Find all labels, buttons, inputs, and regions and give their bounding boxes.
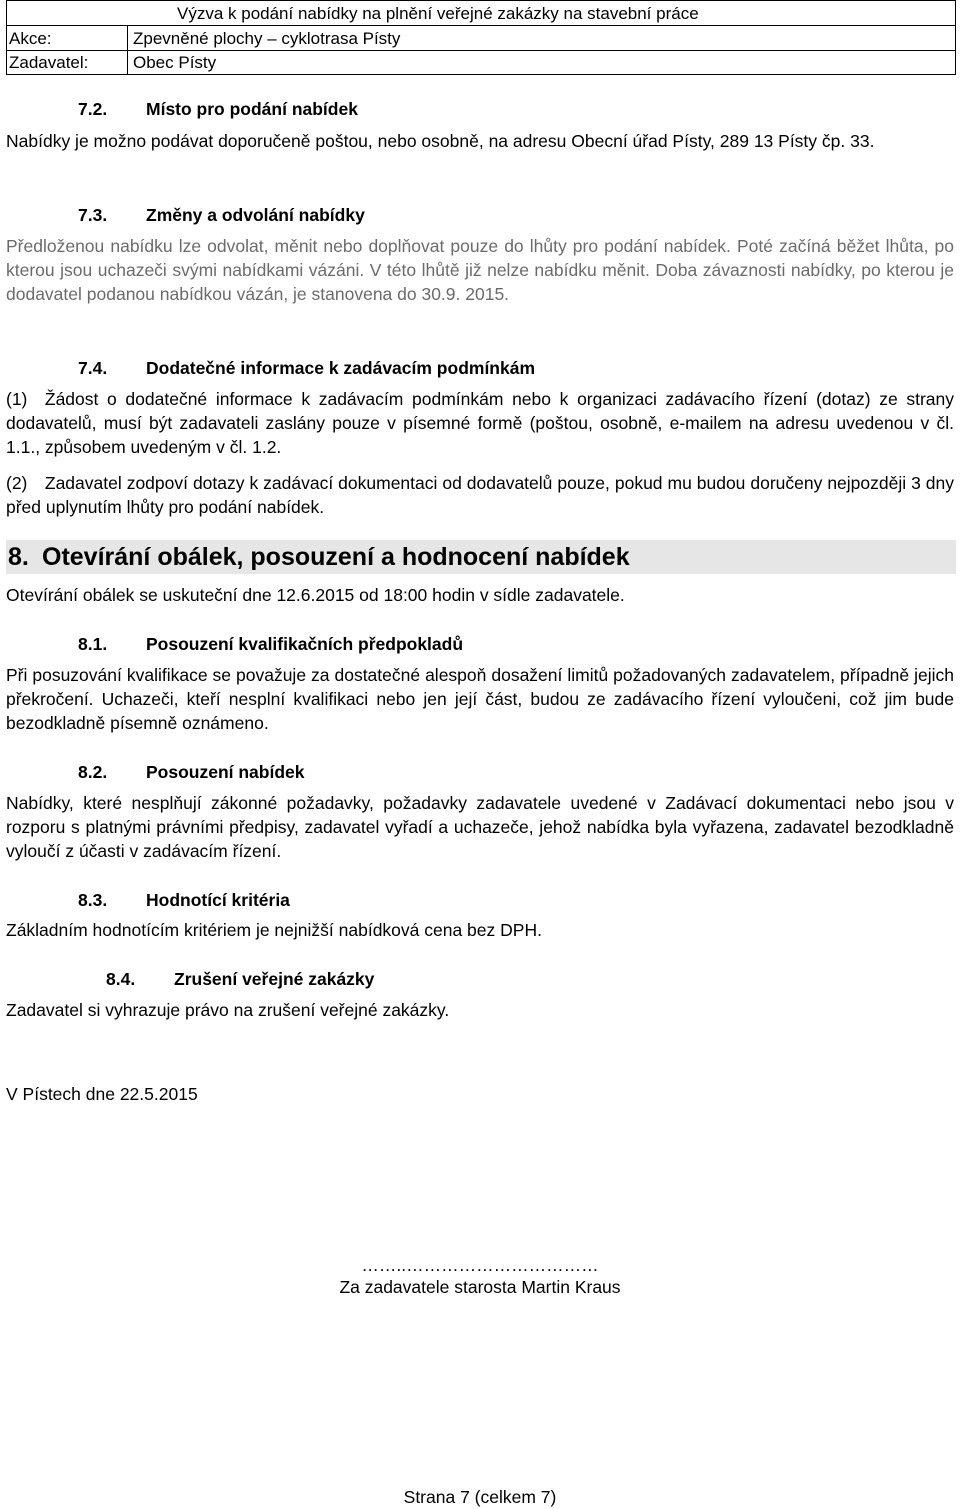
page-number: Strana 7 (celkem 7) xyxy=(403,1487,557,1507)
zadavatel-label: Zadavatel: xyxy=(9,53,89,72)
section-7-4-paragraph-2: (2) Zadavatel zodpoví dotazy k zadávací dokumentaci od dodavatelů pouze, pokud mu budou doručeny nejpozději 3 dny před uplynutím lhůty pro podání nabídek. xyxy=(6,473,954,517)
signature-dots: ……..…………………………… xyxy=(361,1255,599,1275)
zadavatel-value: Obec Písty xyxy=(133,53,217,72)
section-8-body: Otevírání obálek se uskuteční dne 12.6.2015 od 18:00 hodin v sídle zadavatele. xyxy=(6,585,625,605)
header-table xyxy=(6,0,956,75)
section-8-4-body: Zadavatel si vyhrazuje právo na zrušení veřejné zakázky. xyxy=(6,1000,450,1020)
section-8-3-body: Základním hodnotícím kritériem je nejnižší nabídková cena bez DPH. xyxy=(6,920,542,940)
section-7-4-paragraph-1: (1) Žádost o dodatečné informace k zadávacím podmínkám nebo k organizaci zadávacího řízení (dotaz) ze strany dodavatelů, musí být zadavateli zaslány pouze v písemné formě (poštou, osobně, e-mailem na adresu uvedenou v čl. 1.1., způsobem uvedeným v čl. 1.2. xyxy=(6,389,954,457)
section-8-2-body: Nabídky, které nesplňují zákonné požadavky, požadavky zadavatele uvedené v Zadávací dokumentaci nebo jsou v rozporu s platnými právními předpisy, zadavatel vyřadí a uchazeče, jehož nabídka byla vyřazena, zadavatel bezodkladně vyloučí z účasti v zadávacím řízení. xyxy=(6,793,954,861)
section-8-1-body: Při posuzování kvalifikace se považuje za dostatečné alespoň dosažení limitů požadovaných zadavatelem, případně jejich překročení. Uchazeči, kteří nesplní kvalifikaci nebo jen její část, budou ze zadávacího řízení vyloučeni, což jim bude bezodkladně písemně oznámeno. xyxy=(6,665,954,733)
signature-line: Za zadavatele starosta Martin Kraus xyxy=(339,1277,621,1297)
section-7-3-body: Předloženou nabídku lze odvolat, měnit nebo doplňovat pouze do lhůty pro podání nabídek. Poté začíná běžet lhůta, po kterou jsou uchazeči svými nabídkami vázáni. V této lhůtě již nelze nabídku měnit. Doba závaznosti nabídky, po kterou je dodavatel podanou nabídkou vázán, je stanovena do 30.9. 2015. xyxy=(6,236,954,304)
header-title: Výzva k podání nabídky na plnění veřejné zakázky na stavební práce xyxy=(177,4,699,23)
akce-value: Zpevněné plochy – cyklotrasa Písty xyxy=(133,29,401,48)
section-7-2-body: Nabídky je možno podávat doporučeně poštou, nebo osobně, na adresu Obecní úřad Písty, 289 13 Písty čp. 33. xyxy=(6,131,875,151)
akce-label: Akce: xyxy=(9,29,52,48)
section-8-heading: 8. Otevírání obálek, posouzení a hodnocení nabídek xyxy=(6,540,956,574)
place-date: V Pístech dne 22.5.2015 xyxy=(6,1084,198,1104)
